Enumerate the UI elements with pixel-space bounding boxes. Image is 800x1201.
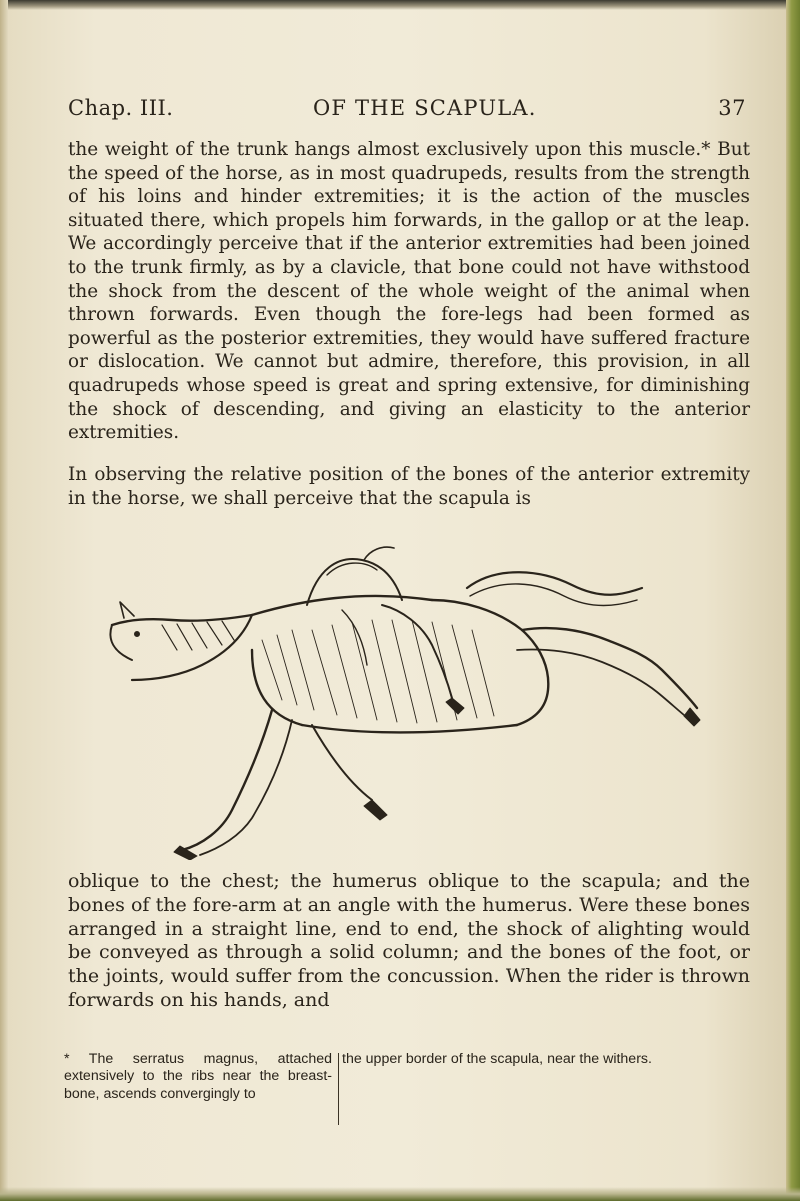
- paragraph-2: [68, 463, 750, 510]
- footnote-right-column: the upper border of the scapula, near the withers.: [342, 1051, 652, 1067]
- page-bottom-shadow: [0, 1187, 800, 1201]
- paragraph-3: [68, 870, 750, 1013]
- footnote-left-column: * The serratus magnus, attached extensively to the ribs near the breast-bone, ascends convergingly to: [64, 1051, 332, 1102]
- page-number: 37: [718, 96, 746, 120]
- running-head: [68, 96, 746, 126]
- page-right-edge: [786, 0, 800, 1201]
- footnote-block: [64, 1051, 754, 1131]
- page-left-edge: [0, 0, 8, 1201]
- paragraph-1: [68, 138, 750, 445]
- running-title: OF THE SCAPULA.: [313, 96, 537, 120]
- chapter-label: Chap. III.: [68, 96, 174, 120]
- page-top-shadow: [0, 0, 800, 10]
- leaping-horse-engraving-icon: [102, 530, 702, 860]
- paragraph-text: the weight of the trunk hangs almost exclusively upon this muscle.* But the speed of the horse, as in most quadrupeds, results from the strength of his loins and hinder extremities; it is the action of the muscles situated there, which propels him forwards, in the gallop or at the leap. We accordingly perceive that if the anterior extremities had been joined to the trunk firmly, as by a clavicle, that bone could not have withstood the shock from the descent of the whole weight of the animal when thrown forwards. Even though the fore-legs had been formed as powerful as the posterior extremities, they would have suffered fracture or dislocation. We cannot but admire, therefore, this provision, in all quadrupeds whose speed is great and spring extensive, for diminishing the shock of descending, and giving an elasticity to the anterior extremities.: [68, 139, 750, 444]
- paragraph-text: oblique to the chest; the humerus oblique to the scapula; and the bones of the fore-arm at an angle with the humerus. Were these bones arranged in a straight line, end to end, the shock of alighting would be conveyed as through a solid column; and the bones of the foot, or the joints, would suffer from the concussion. When the rider is thrown forwards on his hands, and: [68, 870, 750, 1011]
- paragraph-text: In observing the relative position of the bones of the anterior extremity in the horse, we shall perceive that the scapula is: [68, 464, 750, 509]
- footnote-column-divider: [338, 1053, 339, 1125]
